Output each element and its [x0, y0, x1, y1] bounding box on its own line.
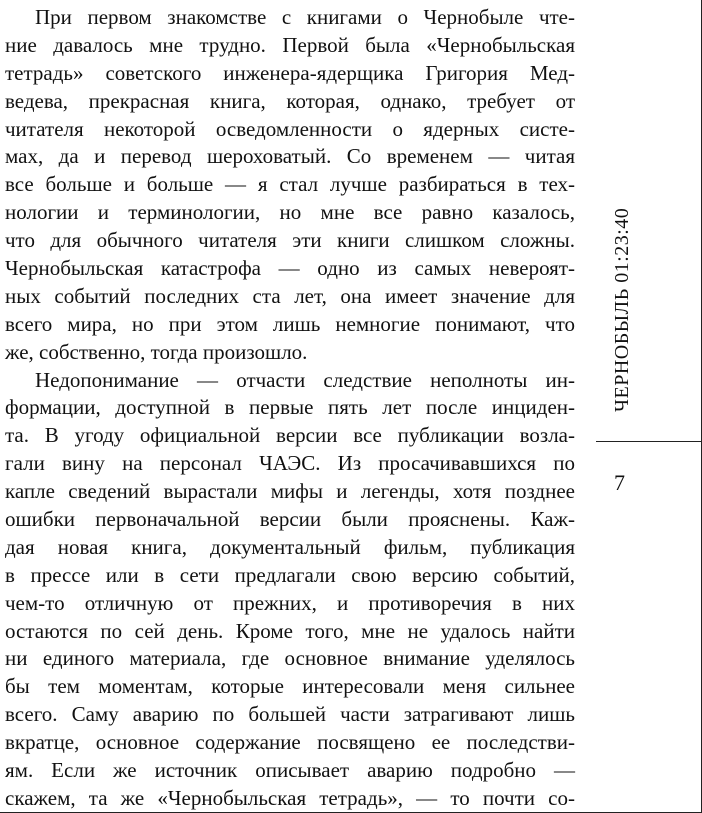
text-line: бы тем моментам, которые интересовали меня сильнее: [5, 674, 575, 699]
text-line: дая новая книга, документальный фильм, публикация: [5, 534, 575, 559]
text-line: читателя некоторой осведомленности о ядерных систе-: [5, 116, 575, 141]
text-line: остаются по сей день. Кроме того, мне не удалось найти: [5, 618, 575, 643]
text-line: в прессе или в сети предлагали свою версию событий,: [5, 562, 575, 587]
paragraph-1: [5, 4, 575, 367]
paragraph-2: [5, 367, 575, 813]
text-line: нологии и терминологии, но мне все равно казалось,: [5, 200, 575, 225]
text-line: всего. Саму аварию по большей части затрагивают лишь: [5, 702, 575, 727]
text-line: чем-то отличную от прежних, и противоречия в них: [5, 590, 575, 615]
text-line: ние давалось мне трудно. Первой была «Чернобыльская: [5, 32, 575, 57]
running-head: ЧЕРНОБЫЛЬ 01:23:40: [611, 207, 633, 412]
body-text: [5, 4, 575, 813]
text-line: ведева, прекрасная книга, которая, однако, требует от: [5, 88, 575, 113]
text-line: гали вину на персонал ЧАЭС. Из просачивавшихся по: [5, 451, 575, 476]
text-line: формации, доступной в первые пять лет после инциден-: [5, 395, 575, 420]
text-line: Недопонимание — отчасти следствие неполноты ин-: [35, 367, 575, 392]
text-line: ям. Если же источник описывает аварию подробно —: [5, 758, 575, 783]
text-line: ных событий последних ста лет, она имеет значение для: [5, 283, 575, 308]
text-line: мах, да и перевод шероховатый. Со временем — читая: [5, 144, 575, 169]
text-line: капле сведений вырастали мифы и легенды, хотя позднее: [5, 479, 575, 504]
text-line: При первом знакомстве с книгами о Чернобыле чте-: [35, 5, 575, 29]
text-line: всего мира, но при этом лишь немногие понимают, что: [5, 311, 575, 336]
text-line: что для обычного читателя эти книги слишком сложны.: [5, 228, 575, 253]
text-line: Чернобыльская катастрофа — одно из самых невероят-: [5, 256, 575, 281]
text-line: вкратце, основное содержание посвящено ее последстви-: [5, 730, 575, 755]
text-line: ошибки первоначальной версии были прояснены. Каж-: [5, 507, 575, 532]
text-line: та. В угоду официальной версии все публикации возла-: [5, 423, 575, 448]
header-divider: [596, 441, 702, 442]
text-line: тетрадь» советского инженера-ядерщика Григория Мед-: [5, 60, 575, 85]
text-line: ни единого материала, где основное внимание уделялось: [5, 646, 575, 671]
text-line: все больше и больше — я стал лучше разбираться в тех-: [5, 172, 575, 197]
page-number: 7: [614, 470, 625, 495]
text-line: скажем, та же «Чернобыльская тетрадь», — то почти со-: [5, 785, 575, 810]
text-line: же, собственно, тогда произошло.: [5, 339, 308, 364]
